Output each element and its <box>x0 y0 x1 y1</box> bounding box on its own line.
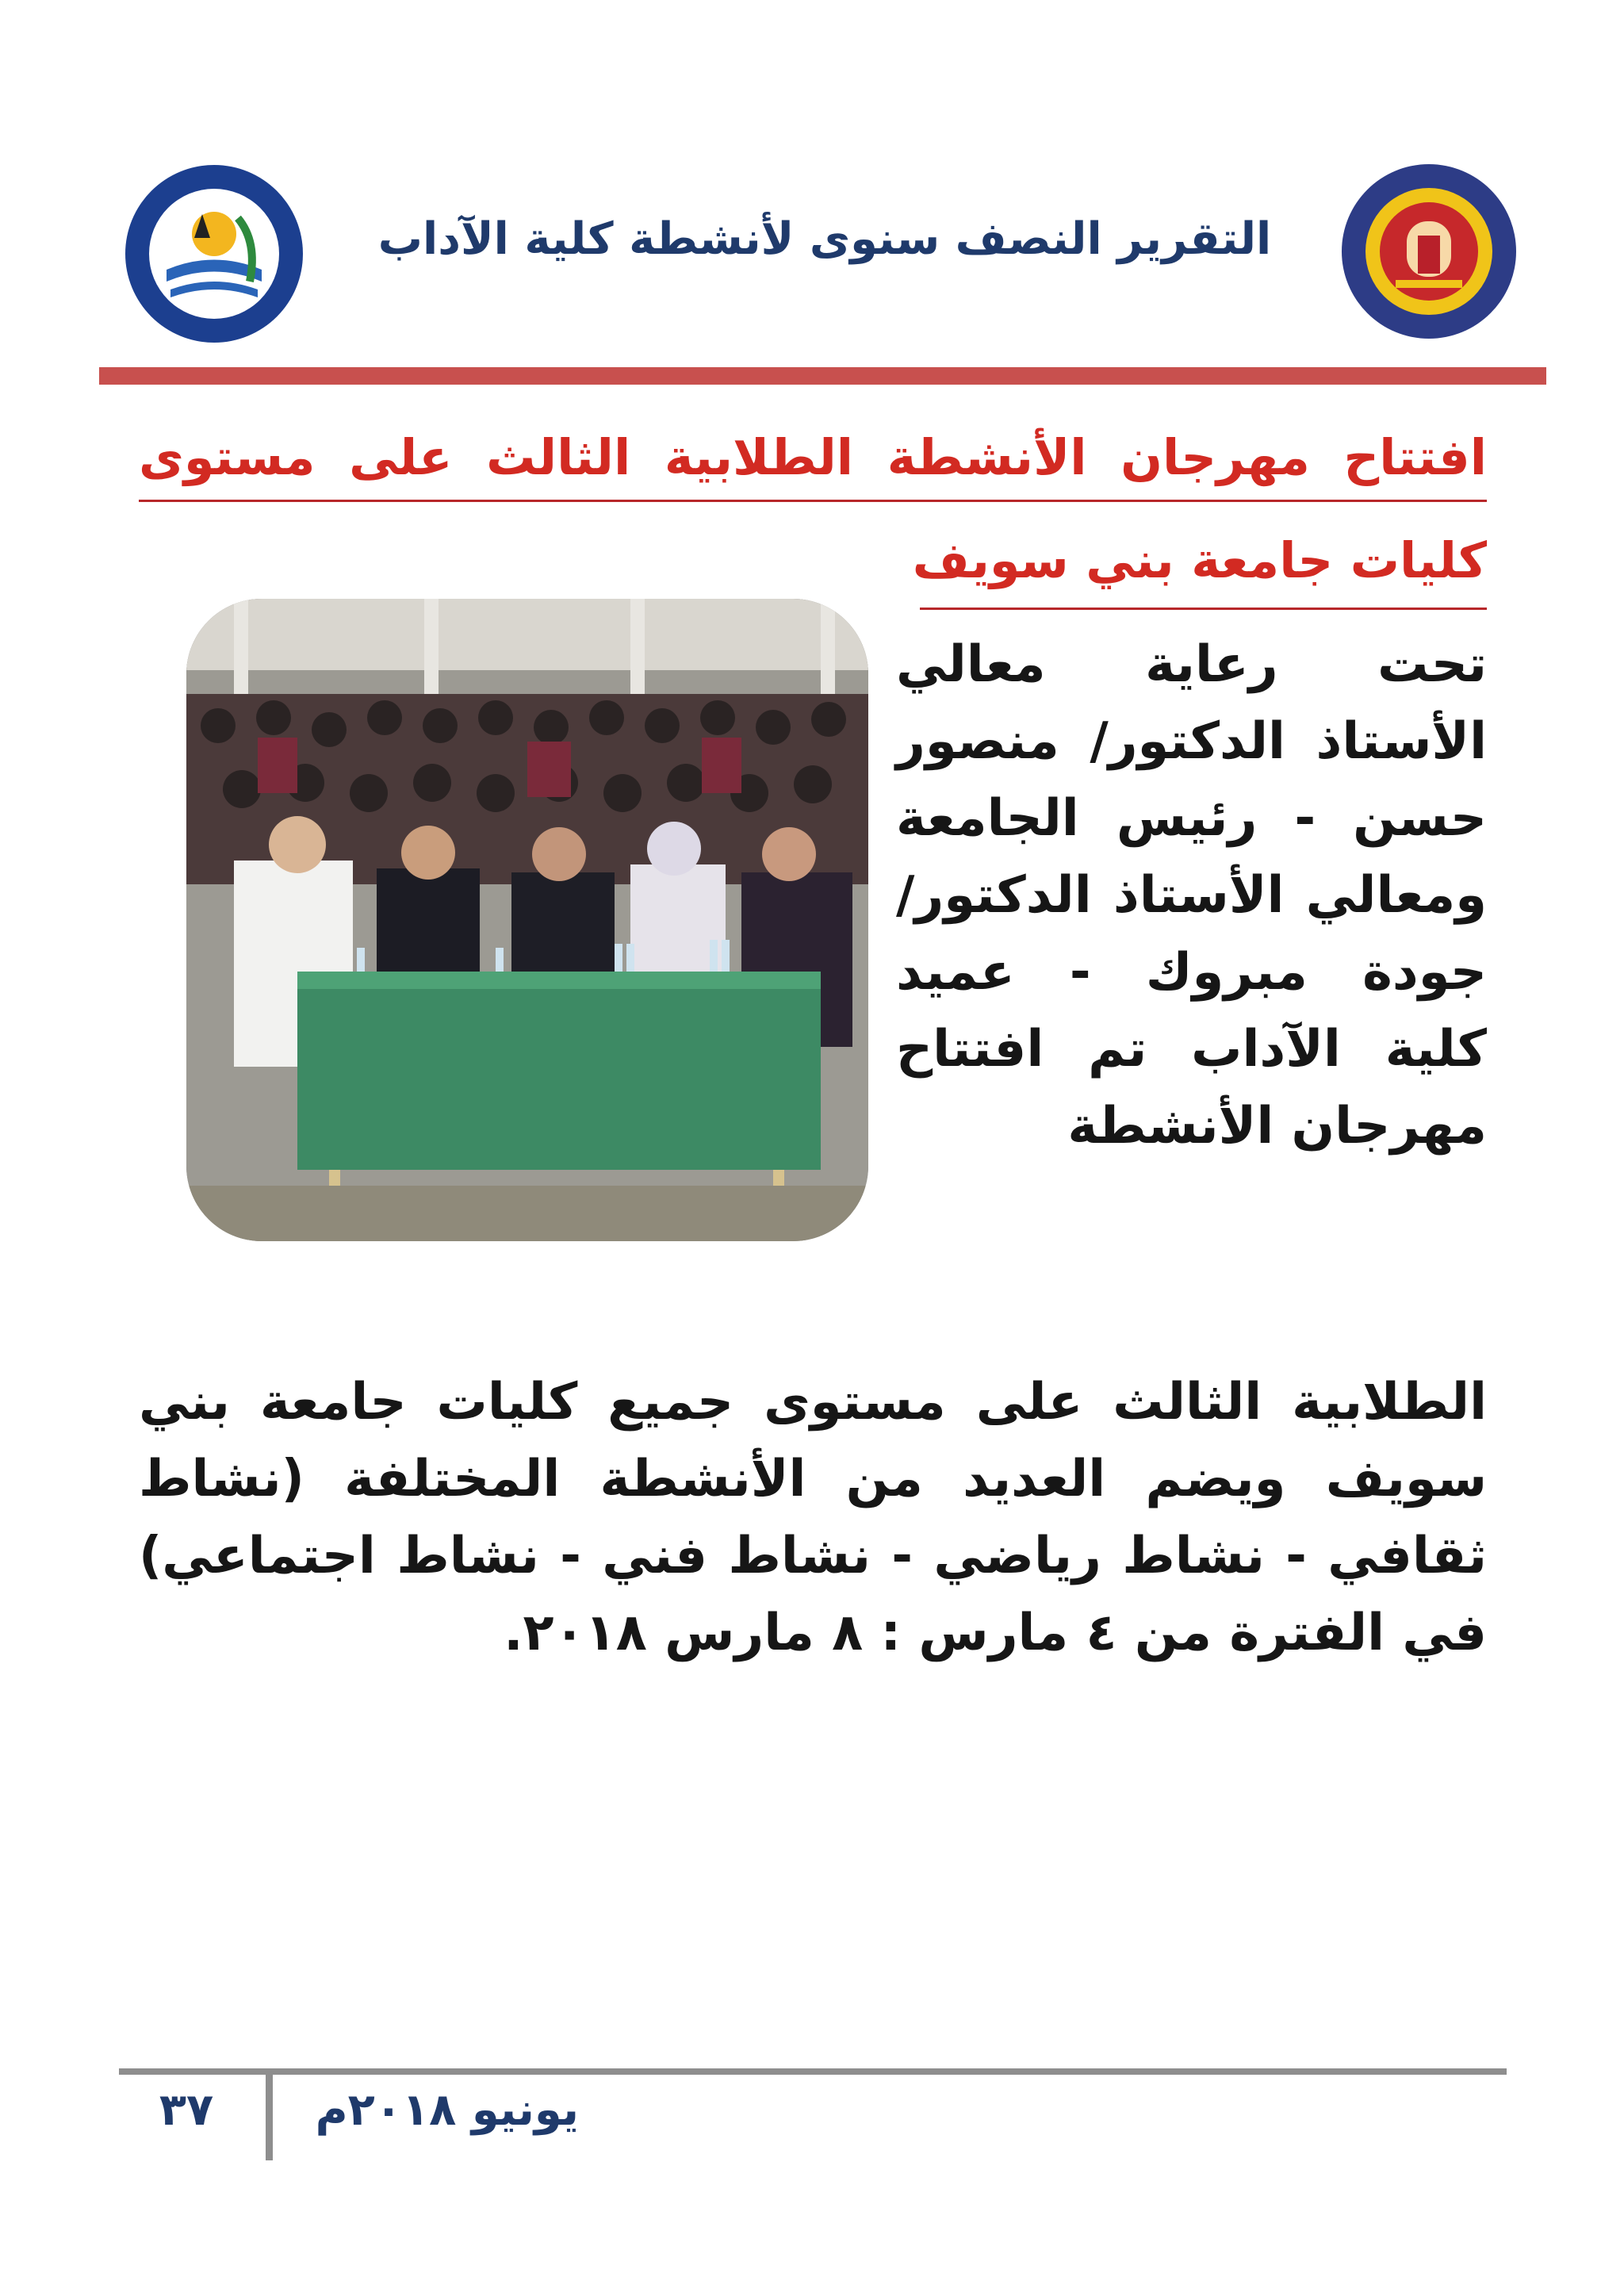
beni-suef-university-logo-left <box>119 163 309 345</box>
heading-underline-1 <box>139 500 1487 502</box>
footer-vertical-divider <box>266 2075 273 2160</box>
heading-underline-2 <box>920 608 1487 610</box>
report-title: التقرير النصف سنوى لأنشطة كلية الآداب <box>377 213 1272 265</box>
footer-divider <box>119 2068 1507 2075</box>
article-body-full-width: الطلابية الثالث على مستوى جميع كليات جامعة بني سويف ويضم العديد من الأنشطة المختلفة (نشاط ثقافي - نشاط رياضي - نشاط فني - نشاط اجتماعي) في الفترة من ٤ مارس : ٨ مارس ٢٠١٨. <box>139 1373 1487 1662</box>
footer-date: يونيو ٢٠١٨م <box>315 2084 579 2136</box>
header-divider <box>99 367 1546 385</box>
article-body-beside-photo: تحت رعاية معالي الأستاذ الدكتور/ منصور حسن - رئيس الجامعة ومعالي الأستاذ الدكتور/ جودة مبروك - عميد كلية الآداب تم افتتاح مهرجان الأنشطة <box>896 635 1487 1156</box>
article-heading-line-2: كليات جامعة بني سويف <box>912 531 1487 589</box>
article-heading-line-1: افتتاح مهرجان الأنشطة الطلابية الثالث على مستوى <box>139 428 1487 486</box>
faculty-of-arts-logo-right <box>1340 163 1519 341</box>
event-photo <box>186 599 868 1241</box>
page-number: ٣٧ <box>159 2084 214 2136</box>
